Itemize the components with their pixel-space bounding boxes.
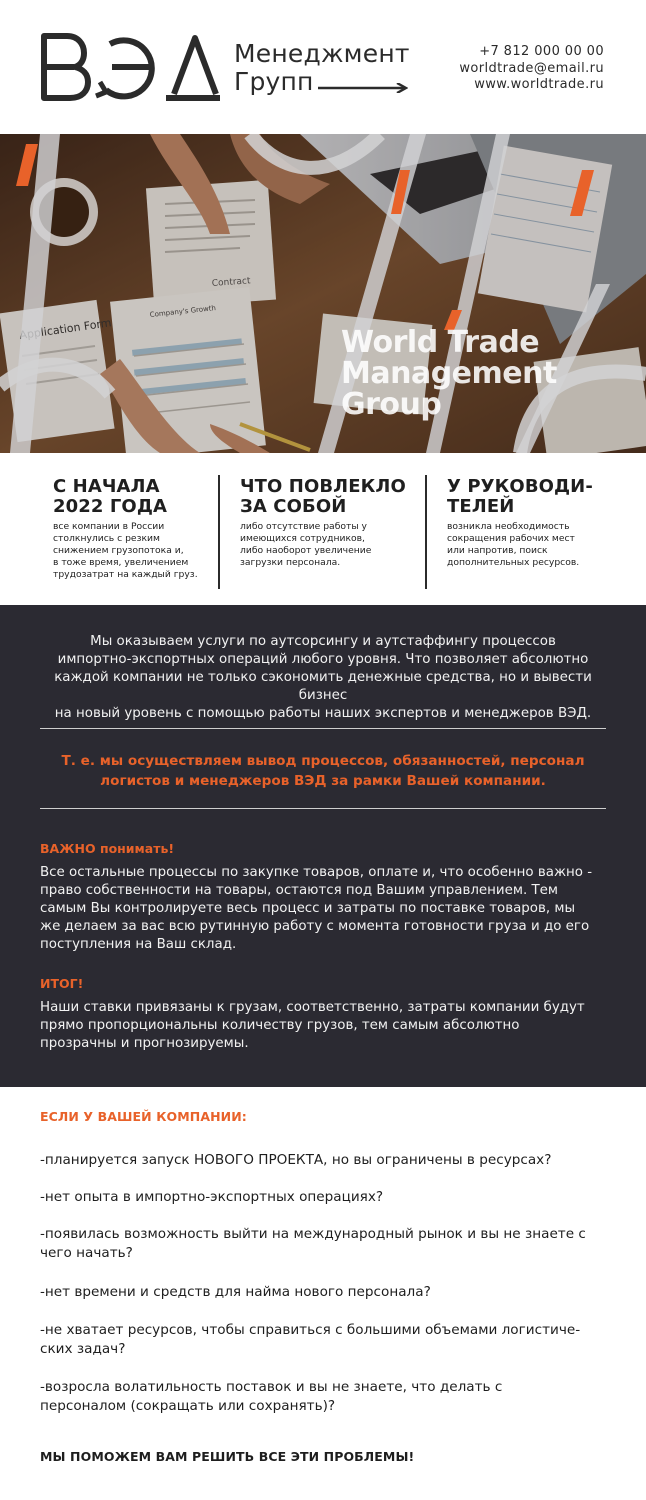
fact-title-line: У РУКОВОДИ- <box>447 476 593 497</box>
result-line: прямо пропорциональны количеству грузов, тем самым абсолютно <box>40 1018 520 1033</box>
fact-text <box>53 521 213 581</box>
fact-title <box>447 477 627 517</box>
divider <box>218 475 220 589</box>
hero-photo <box>0 134 646 453</box>
list-item <box>40 1321 614 1359</box>
intro-line: каждой компании не только сэкономить денежные средства, но и вывести бизнес <box>54 670 592 703</box>
cta-statement: МЫ ПОМОЖЕМ ВАМ РЕШИТЬ ВСЕ ЭТИ ПРОБЛЕМЫ! <box>40 1449 415 1464</box>
list-item <box>40 1378 614 1416</box>
fact-text-line: или напротив, поиск <box>447 545 548 556</box>
fact-text-line: столкнулись с резким <box>53 533 160 544</box>
important-line: Все остальные процессы по закупке товаров, оплате и, что особенно важно - <box>40 865 593 880</box>
important-text <box>40 864 612 954</box>
result-text <box>40 999 612 1053</box>
fact-text-line: дополнительных ресурсов. <box>447 557 580 568</box>
fact-text <box>447 521 627 569</box>
fact-text-line: снижением грузопотока и, <box>53 545 184 556</box>
header <box>0 0 646 134</box>
fact-text-line: либо отсутствие работы у <box>240 521 367 532</box>
fact-title <box>240 477 420 517</box>
fact-text-line: загрузки персонала. <box>240 557 341 568</box>
problems-title: ЕСЛИ У ВАШЕЙ КОМПАНИИ: <box>40 1109 247 1124</box>
list-item <box>40 1151 614 1170</box>
hero-title-line-2: Management <box>341 356 557 391</box>
fact-title <box>53 477 213 517</box>
fact-consequences <box>240 477 420 569</box>
list-item-line: -возросла волатильность поставок и вы не знаете, что делать с <box>40 1379 503 1395</box>
logo-mark <box>40 32 220 104</box>
result-label: ИТОГ! <box>40 976 84 991</box>
list-item-line: -нет времени и средств для найма нового персонала? <box>40 1284 431 1300</box>
fact-title-line: ЗА СОБОЙ <box>240 496 347 517</box>
divider <box>40 808 606 809</box>
fact-title-line: С НАЧАЛА <box>53 476 160 497</box>
fact-text-line: имеющихся сотрудников, <box>240 533 365 544</box>
list-item <box>40 1283 614 1302</box>
list-item-line: ских задач? <box>40 1341 126 1357</box>
fact-title-line: ЧТО ПОВЛЕКЛО <box>240 476 406 497</box>
intro-line: импортно-экспортных операций любого уровня. Что позволяет абсолютно <box>57 652 589 667</box>
list-item-line: персоналом (сокращать или сохранять)? <box>40 1398 336 1414</box>
result-line: Наши ставки привязаны к грузам, соответственно, затраты компании будут <box>40 1000 585 1015</box>
fact-title-line: ТЕЛЕЙ <box>447 496 515 517</box>
highlight-line: логистов и менеджеров ВЭД за рамки Вашей компании. <box>100 773 546 789</box>
list-item-line: -появилась возможность выйти на международный рынок и вы не знаете с <box>40 1226 586 1242</box>
list-item-line: -не хватает ресурсов, чтобы справиться с большими объемами логистиче- <box>40 1322 581 1338</box>
services-intro <box>40 633 606 723</box>
list-item <box>40 1188 614 1207</box>
important-line: самым Вы контролируете весь процесс и затраты по поставке товаров, мы <box>40 901 576 916</box>
email-link[interactable]: worldtrade@email.ru <box>459 60 604 76</box>
list-item-line: -планируется запуск НОВОГО ПРОЕКТА, но вы ограничены в ресурсах? <box>40 1152 552 1168</box>
hero-title <box>341 327 557 420</box>
important-label: ВАЖНО понимать! <box>40 841 175 856</box>
facts-row <box>0 453 646 605</box>
logo-line-2: Групп <box>234 67 314 96</box>
intro-line: Мы оказываем услуги по аутсорсингу и аутстаффингу процессов <box>90 634 556 649</box>
list-item <box>40 1225 614 1263</box>
important-line: поступления на Ваш склад. <box>40 937 237 952</box>
highlight-line: Т. е. мы осуществляем вывод процессов, обязанностей, персонал <box>61 753 585 769</box>
fact-text-line: все компании в России <box>53 521 165 532</box>
hero-title-line-3: Group <box>341 387 442 422</box>
fact-managers <box>447 477 627 569</box>
phone-link[interactable]: +7 812 000 00 00 <box>479 44 604 59</box>
important-line: право собственности на товары, остаются под Вашим управлением. Тем <box>40 883 559 898</box>
website-link[interactable]: www.worldtrade.ru <box>474 77 604 92</box>
fact-text <box>240 521 420 569</box>
hero-title-line-1: World Trade <box>341 325 540 360</box>
logo-line-1: Менеджмент <box>234 39 410 68</box>
result-line: прозрачны и прогнозируемы. <box>40 1036 249 1051</box>
services-section <box>0 605 646 1087</box>
fact-title-line: 2022 ГОДА <box>53 496 167 517</box>
fact-since-2022 <box>53 477 213 581</box>
arrow-right-icon <box>318 83 408 93</box>
list-item-line: -нет опыта в импортно-экспортных операциях? <box>40 1189 384 1205</box>
fact-text-line: сокращения рабочих мест <box>447 533 575 544</box>
important-line: же делаем за вас всю рутинную работу с момента готовности груза и до его <box>40 919 590 934</box>
highlight-statement <box>40 751 606 791</box>
fact-text-line: возникла необходимость <box>447 521 570 532</box>
fact-text-line: либо наоборот увеличение <box>240 545 372 556</box>
divider <box>40 728 606 729</box>
divider <box>425 475 427 589</box>
fact-text-line: в тоже время, увеличением <box>53 557 189 568</box>
list-item-line: чего начать? <box>40 1245 133 1261</box>
intro-line: на новый уровень с помощью работы наших экспертов и менеджеров ВЭД. <box>54 706 592 721</box>
contacts <box>459 44 604 94</box>
fact-text-line: трудозатрат на каждый груз. <box>53 569 198 580</box>
